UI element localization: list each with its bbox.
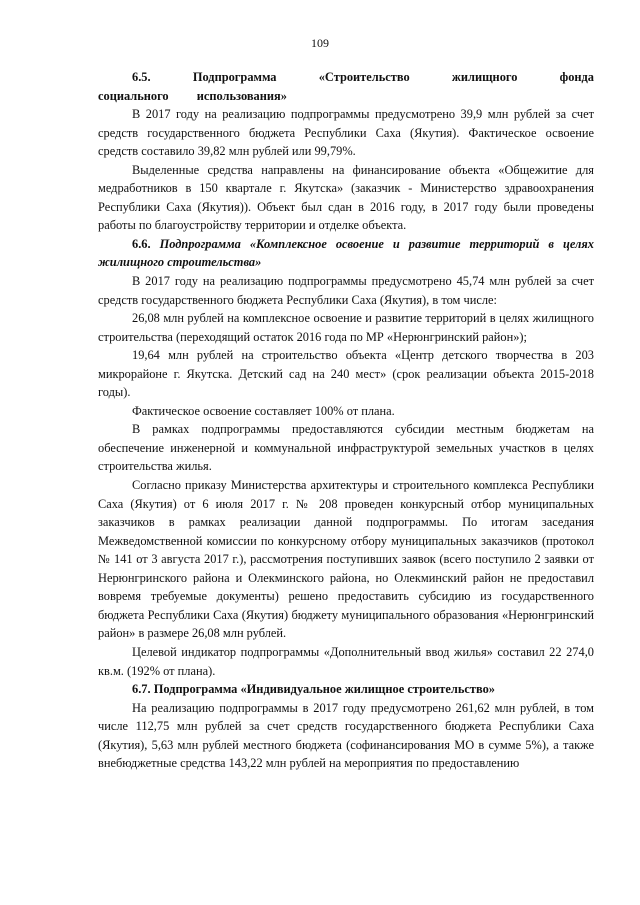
section-heading-6-5 xyxy=(98,68,594,105)
section-number: 6.7. xyxy=(132,682,151,697)
paragraph: 26,08 млн рублей на комплексное освоение и развитие территорий в целях жилищного строительства (переходящий остаток 2016 года по МР «Нерюнгринский район»); xyxy=(98,311,594,344)
paragraph: На реализацию подпрограммы в 2017 году предусмотрено 261,62 млн рублей, в том числе 112,75 млн рублей за счет средств государственного бюджета Республики Саха (Якутия), 5,63 млн рублей местного бюджета (софинансирования МО в сумме 5%), а также внебюджетные средства 143,22 млн рублей на мероприятия по предоставлению xyxy=(98,700,594,771)
paragraph: Согласно приказу Министерства архитектуры и строительного комплекса Республики Саха (Якутия) от 6 июля 2017 г. № 208 проведен конкурсный отбор муниципальных заказчиков в рамках реализации данной подпрограммы. По итогам заседания Межведомственной комиссии по конкурсному отбору муниципальных заказчиков (протокол № 141 от 3 августа 2017 г.), рассмотрения поступивших заявок (всего поступило 2 заявки от Нерюнгринского района и Олекминского района, но Олекминский район не предоставил вовремя требуемые документы) решено предоставить субсидию из государственного бюджета Республики Саха (Якутия) бюджету муниципального образования «Нерюнгринский район» в размере 26,08 млн рублей. xyxy=(98,478,594,641)
page-number: 109 xyxy=(311,36,329,50)
section-heading-6-6 xyxy=(98,235,594,272)
paragraph: 19,64 млн рублей на строительство объекта «Центр детского творчества в 203 микрорайоне г. Якутска. Детский сад на 240 мест» (срок реализации объекта 2015-2018 годы). xyxy=(98,348,594,400)
paragraph: В рамках подпрограммы предоставляются субсидии местным бюджетам на обеспечение инженерной и коммунальной инфраструктурой земельных участков в целях строительства жилья. xyxy=(98,422,594,474)
paragraph: В 2017 году на реализацию подпрограммы предусмотрено 39,9 млн рублей за счет средств государственного бюджета Республики Саха (Якутия). Фактическое освоение средств составило 39,82 млн рублей или 99,79%. xyxy=(98,107,594,159)
paragraph: В 2017 году на реализацию подпрограммы предусмотрено 45,74 млн рублей за счет средств государственного бюджета Республики Саха (Якутия), в том числе: xyxy=(98,274,594,307)
paragraph: Фактическое освоение составляет 100% от плана. xyxy=(132,403,395,418)
paragraph: Выделенные средства направлены на финансирование объекта «Общежитие для медработников в 150 квартале г. Якутска» (заказчик - Министерство здравоохранения Республики Саха (Якутия)). Объект был сдан в 2016 году, в 2017 году были проведены работы по благоустройству территории и отделке объекта. xyxy=(98,162,594,233)
section-number: 6.6. xyxy=(132,236,151,251)
document-body xyxy=(98,68,594,773)
section-heading-6-7 xyxy=(98,680,594,699)
section-number: 6.5. xyxy=(132,70,151,84)
section-title: Подпрограмма «Индивидуальное жилищное строительство» xyxy=(153,682,495,697)
paragraph: Целевой индикатор подпрограммы «Дополнительный ввод жилья» составил 22 274,0 кв.м. (192% от плана). xyxy=(98,644,594,678)
section-title: Подпрограмма «Строительство жилищного фонда социального использования» xyxy=(98,70,594,103)
section-title: Подпрограмма «Комплексное освоение и развитие территорий в целях жилищного строительства» xyxy=(98,236,594,270)
